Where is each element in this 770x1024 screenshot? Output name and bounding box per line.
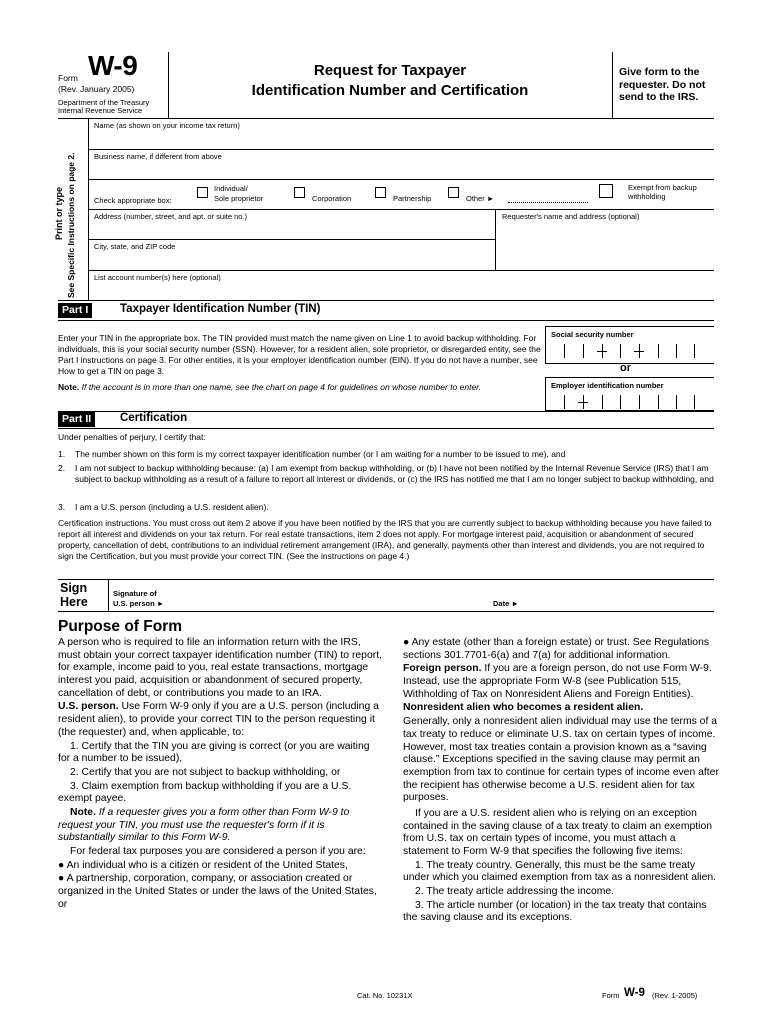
purpose-bullet3-text: Any estate (other than a foreign estate) or trust. See Regulations sections 301.7701-6(a) and 7(a) for additional information. bbox=[403, 637, 710, 661]
here-label: Here bbox=[60, 595, 88, 609]
business-name-label: Business name, if different from above bbox=[94, 152, 222, 161]
us-person-text: Use Form W-9 only if you are a U.S. person (including a resident alien), to provide your correct TIN to the person requesting it (the requester) and, when applicable, to: bbox=[58, 701, 379, 738]
part2-label: Part II bbox=[58, 412, 95, 427]
us-person-label: U.S. person ► bbox=[113, 599, 165, 608]
cert-item-3: 3. I am a U.S. person (including a U.S. resident alien). bbox=[58, 502, 269, 512]
cert-item-1: 1. The number shown on this form is my correct taxpayer identification number (or I am waiting for a number to be issued to me), and bbox=[58, 449, 566, 459]
cert-item-1-text: The number shown on this form is my correct taxpayer identification number (or I am waiting for a number to be issued to me), and bbox=[75, 449, 566, 459]
partnership-checkbox[interactable] bbox=[375, 187, 386, 198]
footer-form-word: Form bbox=[602, 991, 620, 1000]
individual-checkbox[interactable] bbox=[197, 187, 208, 198]
purpose-item3: 3. Claim exemption from backup withholding if you are a U.S. exempt payee. bbox=[58, 780, 352, 805]
cert-item-3-text: I am a U.S. person (including a U.S. resident alien). bbox=[75, 502, 269, 512]
ssn-box[interactable] bbox=[545, 326, 714, 364]
title-line2: Identification Number and Certification bbox=[251, 82, 529, 99]
part1-note bbox=[58, 382, 542, 393]
purpose-item1: 1. Certify that the TIN you are giving is correct (or you are waiting for a number to be issued), bbox=[58, 740, 370, 765]
treaty-item1: 1. The treaty country. Generally, this must be the same treaty under which you claimed exemption from tax as a nonresident alien. bbox=[403, 859, 717, 884]
form-number: W-9 bbox=[88, 50, 138, 81]
purpose-note-text: If a requester gives you a form other than Form W-9 to request your TIN, you must use the requester's form if it is substantially similar to this Form W-9. bbox=[58, 806, 350, 844]
signature-label: Signature of bbox=[113, 589, 157, 598]
part1-text: Enter your TIN in the appropriate box. The TIN provided must match the name given on Line 1 to avoid backup withholding. For individuals, this is your social security number (SSN). However, for a resident alien, sole proprietor, or disregarded entity, see the Part I instructions on page 3. For other entities, it is your employer identification number (EIN). If you do not have a number, see How to get a TIN on page 3. bbox=[58, 333, 541, 377]
signature-field[interactable] bbox=[180, 583, 480, 609]
other-label: Other ► bbox=[466, 194, 495, 203]
name-field[interactable] bbox=[90, 130, 710, 148]
see-instructions-label: See Specific Instructions on page 2. bbox=[66, 152, 76, 298]
other-checkbox[interactable] bbox=[448, 187, 459, 198]
address-field[interactable] bbox=[90, 221, 490, 239]
purpose-heading: Purpose of Form bbox=[58, 618, 183, 635]
purpose-p1: A person who is required to file an information return with the IRS, must obtain your correct taxpayer identification number (TIN) to report, for example, income paid to you, real estate transactions, mortgage interest you paid, acquisition or abandonment of secured property, cancellation of debt, or contributions you made to an IRA. bbox=[58, 637, 382, 699]
form-word: Form bbox=[58, 73, 78, 83]
other-line[interactable] bbox=[508, 202, 588, 203]
revision: (Rev. January 2005) bbox=[58, 84, 135, 94]
part1-title: Taxpayer Identification Number (TIN) bbox=[120, 303, 321, 315]
sign-label: Sign bbox=[60, 581, 88, 595]
cert-instructions: Certification instructions. You must cross out item 2 above if you have been notified by the IRS that you are currently subject to backup withholding because you have failed to report all interest and dividends on your tax return. For real estate transactions, item 2 does not apply. For mortgage interest paid, acquisition or abandonment of secured property, cancellation of debt, contributions to an individual retirement arrangement (IRA), and generally, payments other than interest and dividends, you are not required to sign the Certification, but you must provide your correct TIN. (See the instructions on page 4.) bbox=[58, 518, 712, 562]
purpose-bullet3: ● Any estate (other than a foreign estate) or trust. See Regulations sections 301.7701-6(a) and 7(a) for additional information. bbox=[403, 637, 710, 661]
purpose-right-column bbox=[403, 637, 721, 926]
ein-box[interactable] bbox=[545, 377, 714, 411]
requester-field[interactable] bbox=[498, 221, 710, 269]
purpose-note-label: Note. bbox=[70, 806, 96, 818]
or-label: or bbox=[620, 362, 631, 374]
city-field[interactable] bbox=[90, 251, 490, 269]
date-label: Date ► bbox=[493, 599, 519, 608]
dept-line1: Department of the Treasury bbox=[58, 98, 150, 107]
us-person-label-bold: U.S. person. bbox=[58, 701, 119, 713]
us-person-para bbox=[58, 701, 382, 739]
purpose-bullet1: ● An individual who is a citizen or resident of the United States, bbox=[58, 859, 348, 871]
footer-form-number: W-9 bbox=[624, 987, 645, 999]
date-field[interactable] bbox=[530, 590, 710, 610]
footer-rev: (Rev. 1-2005) bbox=[652, 991, 698, 1000]
city-label: City, state, and ZIP code bbox=[94, 242, 176, 251]
note-text: If the account is in more than one name, see the chart on page 4 for guidelines on whose number to enter. bbox=[81, 382, 482, 392]
nra-text: Generally, only a nonresident alien individual may use the terms of a tax treaty to reduce or eliminate U.S. tax on certain types of income. However, most tax treaties contain a provision known as a “saving clause.” Exceptions specified in the saving clause may permit an exemption from tax to continue for certain types of income even after the recipient has otherwise become a U.S. resident alien for tax purposes. bbox=[403, 716, 719, 804]
note-label: Note. bbox=[58, 382, 80, 392]
partnership-label: Partnership bbox=[393, 194, 432, 203]
treaty-item3: 3. The article number (or location) in the tax treaty that contains the saving clause and its exceptions. bbox=[403, 899, 707, 924]
foreign-person-para bbox=[403, 663, 721, 701]
ein-label: Employer identification number bbox=[551, 381, 664, 390]
business-name-field[interactable] bbox=[90, 161, 710, 179]
purpose-note bbox=[58, 807, 382, 845]
cert-item-2-text: I am not subject to backup withholding because: (a) I am exempt from backup withholding, or (b) I have not been notified by the Internal Revenue Service (IRS) that I am subject to backup withholding as a result of a failure to report all interest or dividends, or (c) the IRS has notified me that I am no longer subject to backup withholding, and bbox=[75, 463, 714, 485]
purpose-bullet2: ● A partnership, corporation, company, or association created or organized in the United States or under the laws of the United States, or bbox=[58, 873, 377, 910]
title-line1: Request for Taxpayer bbox=[313, 62, 467, 79]
nra-heading: Nonresident alien who becomes a resident alien. bbox=[403, 702, 644, 714]
name-field-label: Name (as shown on your income tax return) bbox=[94, 121, 240, 130]
purpose-item2: 2. Certify that you are not subject to backup withholding, or bbox=[70, 766, 341, 778]
account-label: List account number(s) here (optional) bbox=[94, 273, 221, 282]
cat-number: Cat. No. 10231X bbox=[357, 991, 413, 1000]
give-form-note: Give form to the requester. Do not send to the IRS. bbox=[619, 66, 706, 104]
exempt-label: Exempt from backup withholding bbox=[628, 183, 697, 201]
certify-intro: Under penalties of perjury, I certify that: bbox=[58, 432, 206, 442]
part1-label: Part I bbox=[58, 303, 92, 318]
corporation-label: Corporation bbox=[312, 194, 352, 203]
purpose-bullet1-text: An individual who is a citizen or resident of the United States, bbox=[66, 859, 348, 871]
foreign-person-text: If you are a foreign person, do not use Form W-9. Instead, use the appropriate Form W-8 (see Publication 515, Withholding of Tax on Nonresident Aliens and Foreign Entities). bbox=[403, 663, 712, 700]
part2-title: Certification bbox=[120, 412, 188, 424]
dept-line2: Internal Revenue Service bbox=[58, 106, 143, 115]
corporation-checkbox[interactable] bbox=[294, 187, 305, 198]
account-field[interactable] bbox=[90, 282, 710, 299]
exempt-checkbox[interactable] bbox=[599, 184, 613, 198]
print-or-type-label: Print or type bbox=[54, 186, 64, 240]
requester-label: Requester's name and address (optional) bbox=[502, 212, 640, 221]
cert-item-2: 2. I am not subject to backup withholding because: (a) I am exempt from backup withholding, or (b) I have not been notified by the Internal Revenue Service (IRS) that I am subject to backup withholding as a result of a failure to report all interest or dividends, or (c) the IRS has notified me that I am no longer subject to backup withholding, and bbox=[58, 463, 714, 485]
purpose-p3: For federal tax purposes you are considered a person if you are: bbox=[70, 846, 366, 857]
foreign-person-label: Foreign person. bbox=[403, 663, 482, 675]
treaty-item2: 2. The treaty article addressing the income. bbox=[415, 886, 615, 898]
address-label: Address (number, street, and apt. or suite no.) bbox=[94, 212, 247, 221]
ssn-label: Social security number bbox=[551, 330, 634, 339]
purpose-p4: If you are a U.S. resident alien who is relying on an exception contained in the saving clause of a tax treaty to claim an exemption from U.S. tax on certain types of income, you must attach a statement to Form W-9 that specifies the following five items: bbox=[403, 807, 713, 857]
sole-proprietor-label: Sole proprietor bbox=[214, 194, 264, 203]
purpose-bullet2-text: A partnership, corporation, company, or association created or organized in the United States or under the laws of the United States, or bbox=[58, 873, 377, 910]
check-box-label: Check appropriate box: bbox=[94, 196, 172, 205]
purpose-left-column bbox=[58, 637, 382, 912]
individual-label: Individual/ bbox=[214, 184, 248, 193]
